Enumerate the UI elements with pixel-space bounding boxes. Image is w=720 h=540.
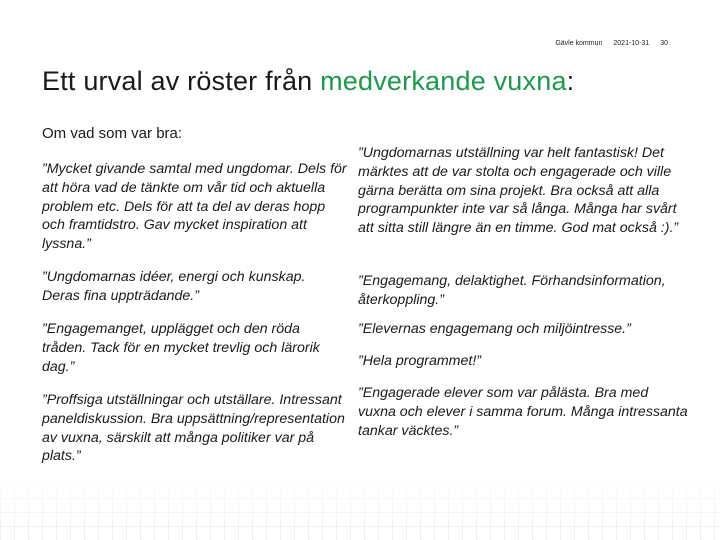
title-accent: medverkande vuxna bbox=[320, 66, 567, 96]
page-number: 30 bbox=[660, 40, 668, 47]
quote-right-3: ”Elevernas engagemang och miljöintresse.” bbox=[358, 321, 631, 337]
slide-header-meta bbox=[555, 40, 668, 47]
quote-right-4: ”Hela programmet!” bbox=[358, 353, 481, 369]
quote-right-2: ”Engagemang, delaktighet. Förhandsinformation, återkoppling.” bbox=[358, 273, 666, 308]
organization-name: Gävle kommun bbox=[555, 40, 603, 47]
quote-left-2: ”Ungdomarnas idéer, energi och kunskap. Deras fina uppträdande.” bbox=[42, 269, 306, 304]
decorative-grid-pattern bbox=[0, 470, 720, 540]
title-suffix: : bbox=[566, 66, 575, 96]
slide-date: 2021-10-31 bbox=[613, 40, 650, 47]
title-prefix: Ett urval av röster från bbox=[42, 66, 321, 96]
page-title bbox=[42, 66, 574, 97]
quote-left-3: ”Engagemanget, upplägget och den röda tråden. Tack för en mycket trevlig och lärorik dag.” bbox=[42, 321, 320, 375]
quote-left-1: ”Mycket givande samtal med ungdomar. Dels för att höra vad de tänkte om vår tid och aktuella problem etc. Dels för att ta del av deras hopp och framtidstro. Gav mycket inspiration att lyssna.” bbox=[42, 161, 347, 253]
quote-left-4: ”Proffsiga utställningar och utställare. Intressant paneldiskussion. Bra uppsättning/representation av vuxna, särskilt att många politiker var på plats.” bbox=[42, 392, 345, 465]
quote-right-5: ”Engagerade elever som var pålästa. Bra med vuxna och elever i samma forum. Många intressanta tankar väcktes.” bbox=[358, 385, 688, 439]
section-label: Om vad som var bra: bbox=[42, 125, 183, 142]
quote-right-1: ”Ungdomarnas utställning var helt fantastisk! Det märktes att de var stolta och engagerade och ville gärna berätta om sina projekt. Bra också att alla programpunkter inte var så långa. Många har svårt att sitta still längre än en timme. God mat också :).” bbox=[358, 145, 679, 237]
